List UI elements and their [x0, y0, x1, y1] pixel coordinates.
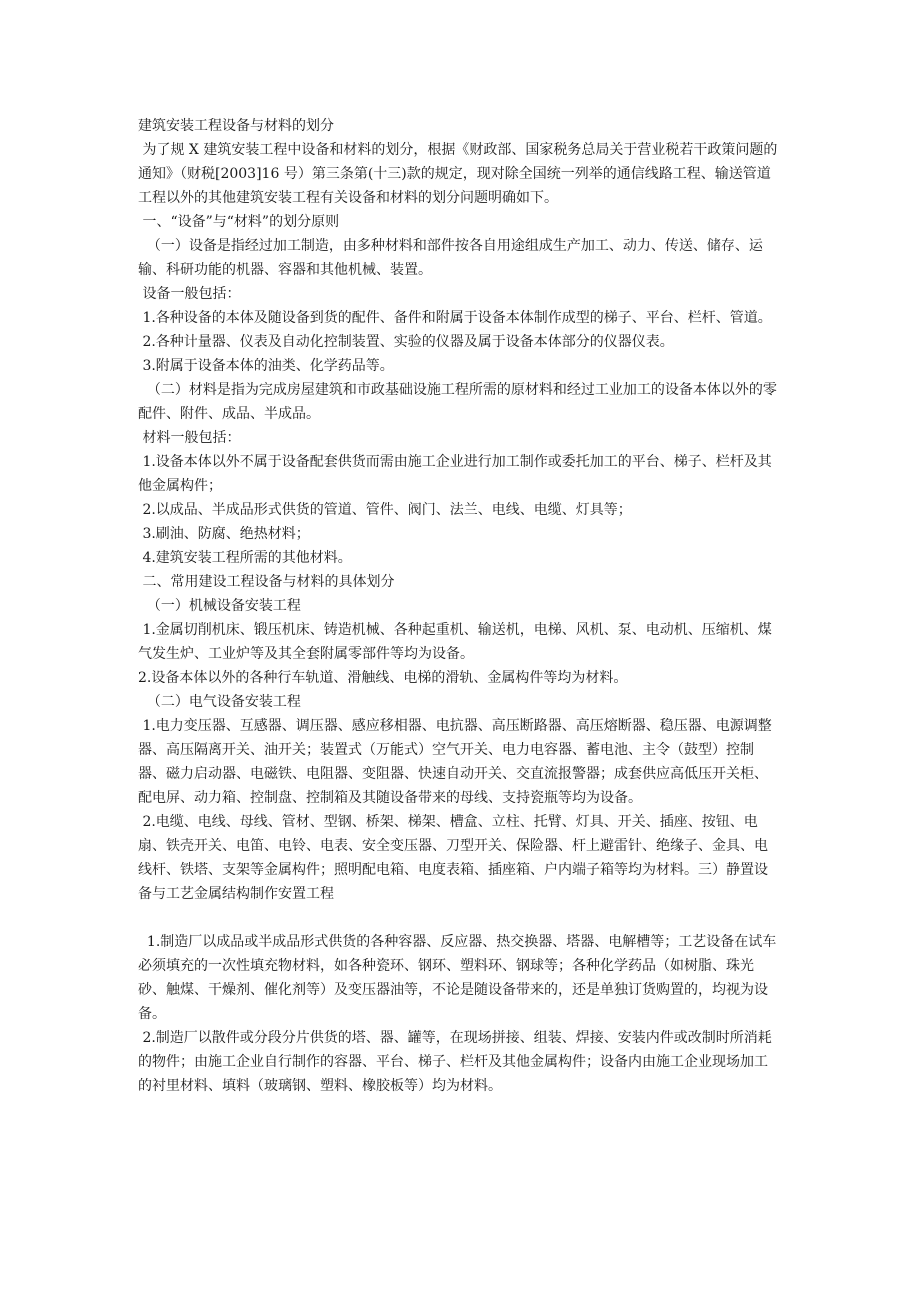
list-item-equipment-3: 3.附属于设备本体的油类、化学药品等。	[138, 358, 394, 374]
list-item-mechanical-1: 1.金属切削机床、锻压机床、铸造机械、各种起重机、输送机，电梯、风机、泵、电动机、压缩机、煤气发生炉、工业炉等及其全套附属零部件等均为设备。	[138, 622, 772, 662]
paragraph-material-definition: （二）材料是指为完成房屋建筑和市政基础设施工程所需的原材料和经过工业加工的设备本体以外的零配件、附件、成品、半成品。	[138, 382, 777, 422]
list-item-static-2: 2.制造厂以散件或分段分片供货的塔、器、罐等，在现场拼接、组装、焊接、安装内件或改制时所消耗的物件；由施工企业自行制作的容器、平台、梯子、栏杆及其他金属构件；设备内由施工企业现场加工的衬里材料、填料（玻璃钢、塑料、橡胶板等）均为材料。	[138, 1030, 772, 1094]
heading-division-principle: 一、“设备”与“材料”的划分原则	[138, 214, 340, 230]
list-item-material-1: 1.设备本体以外不属于设备配套供货而需由施工企业进行加工制作或委托加工的平台、梯子、栏杆及其他金属构件；	[138, 454, 772, 494]
paragraph-gap	[138, 906, 778, 930]
list-item-electrical-1: 1.电力变压器、互感器、调压器、感应移相器、电抗器、高压断路器、高压熔断器、稳压器、电源调整器、高压隔离开关、油开关；装置式（万能式）空气开关、电力电容器、蓄电池、主令（鼓型）控制器、磁力启动器、电磁铁、电阻器、变阻器、快速自动开关、交直流报警器；成套供应高低压开关柜、配电屏、动力箱、控制盘、控制箱及其随设备带来的母线、支持瓷瓶等均为设备。	[138, 718, 772, 806]
document-title: 建筑安装工程设备与材料的划分	[138, 118, 334, 134]
list-item-electrical-2: 2.电缆、电线、母线、管材、型钢、桥架、梯架、槽盒、立柱、托臂、灯具、开关、插座、按钮、电扇、铁壳开关、电笛、电铃、电表、安全变压器、刀型开关、保险器、杆上避雷针、绝缘子、金具、电线杆、铁塔、支架等金属构件；照明配电箱、电度表箱、插座箱、户内端子箱等均为材料。三）静置设备与工艺金属结构制作安置工程	[138, 814, 768, 902]
list-item-material-3: 3.刷油、防腐、绝热材料；	[138, 526, 310, 542]
document-body	[138, 114, 778, 1098]
list-item-material-4: 4.建筑安装工程所需的其他材料。	[138, 550, 352, 566]
paragraph-equipment-includes: 设备一般包括：	[138, 286, 241, 302]
list-item-equipment-1: 1.各种设备的本体及随设备到货的配件、备件和附属于设备本体制作成型的梯子、平台、栏杆、管道。	[138, 310, 772, 326]
list-item-static-1: 1.制造厂以成品或半成品形式供货的各种容器、反应器、热交换器、塔器、电解槽等；工艺设备在试车必须填充的一次性填充物材料，如各种瓷环、钢环、塑料环、钢球等；各种化学药品（如树脂、珠光砂、触煤、干燥剂、催化剂等）及变压器油等，不论是随设备带来的，还是单独订货购置的，均视为设备。	[138, 934, 777, 1022]
paragraph-intro: 为了规 X 建筑安装工程中设备和材料的划分，根据《财政部、国家税务总局关于营业税若干政策问题的通知》（财税[2003]16 号）第三条第(十三)款的规定，现对除全国统一列举的通信线路工程、输送管道工程以外的其他建筑安装工程有关设备和材料的划分问题明确如下。	[138, 142, 778, 206]
list-item-material-2: 2.以成品、半成品形式供货的管道、管件、阀门、法兰、电线、电缆、灯具等；	[138, 502, 632, 518]
list-item-mechanical-2: 2.设备本体以外的各种行车轨道、滑触线、电梯的滑轨、金属构件等均为材料。	[138, 670, 628, 686]
heading-specific-division: 二、常用建设工程设备与材料的具体划分	[138, 574, 395, 590]
paragraph-equipment-definition: （一）设备是指经过加工制造，由多种材料和部件按各自用途组成生产加工、动力、传送、储存、运输、科研功能的机器、容器和其他机械、装置。	[138, 238, 763, 278]
subheading-electrical: （二）电气设备安装工程	[138, 694, 301, 710]
subheading-mechanical: （一）机械设备安装工程	[138, 598, 301, 614]
paragraph-material-includes: 材料一般包括：	[138, 430, 241, 446]
list-item-equipment-2: 2.各种计量器、仪表及自动化控制装置、实验的仪器及属于设备本体部分的仪器仪表。	[138, 334, 674, 350]
